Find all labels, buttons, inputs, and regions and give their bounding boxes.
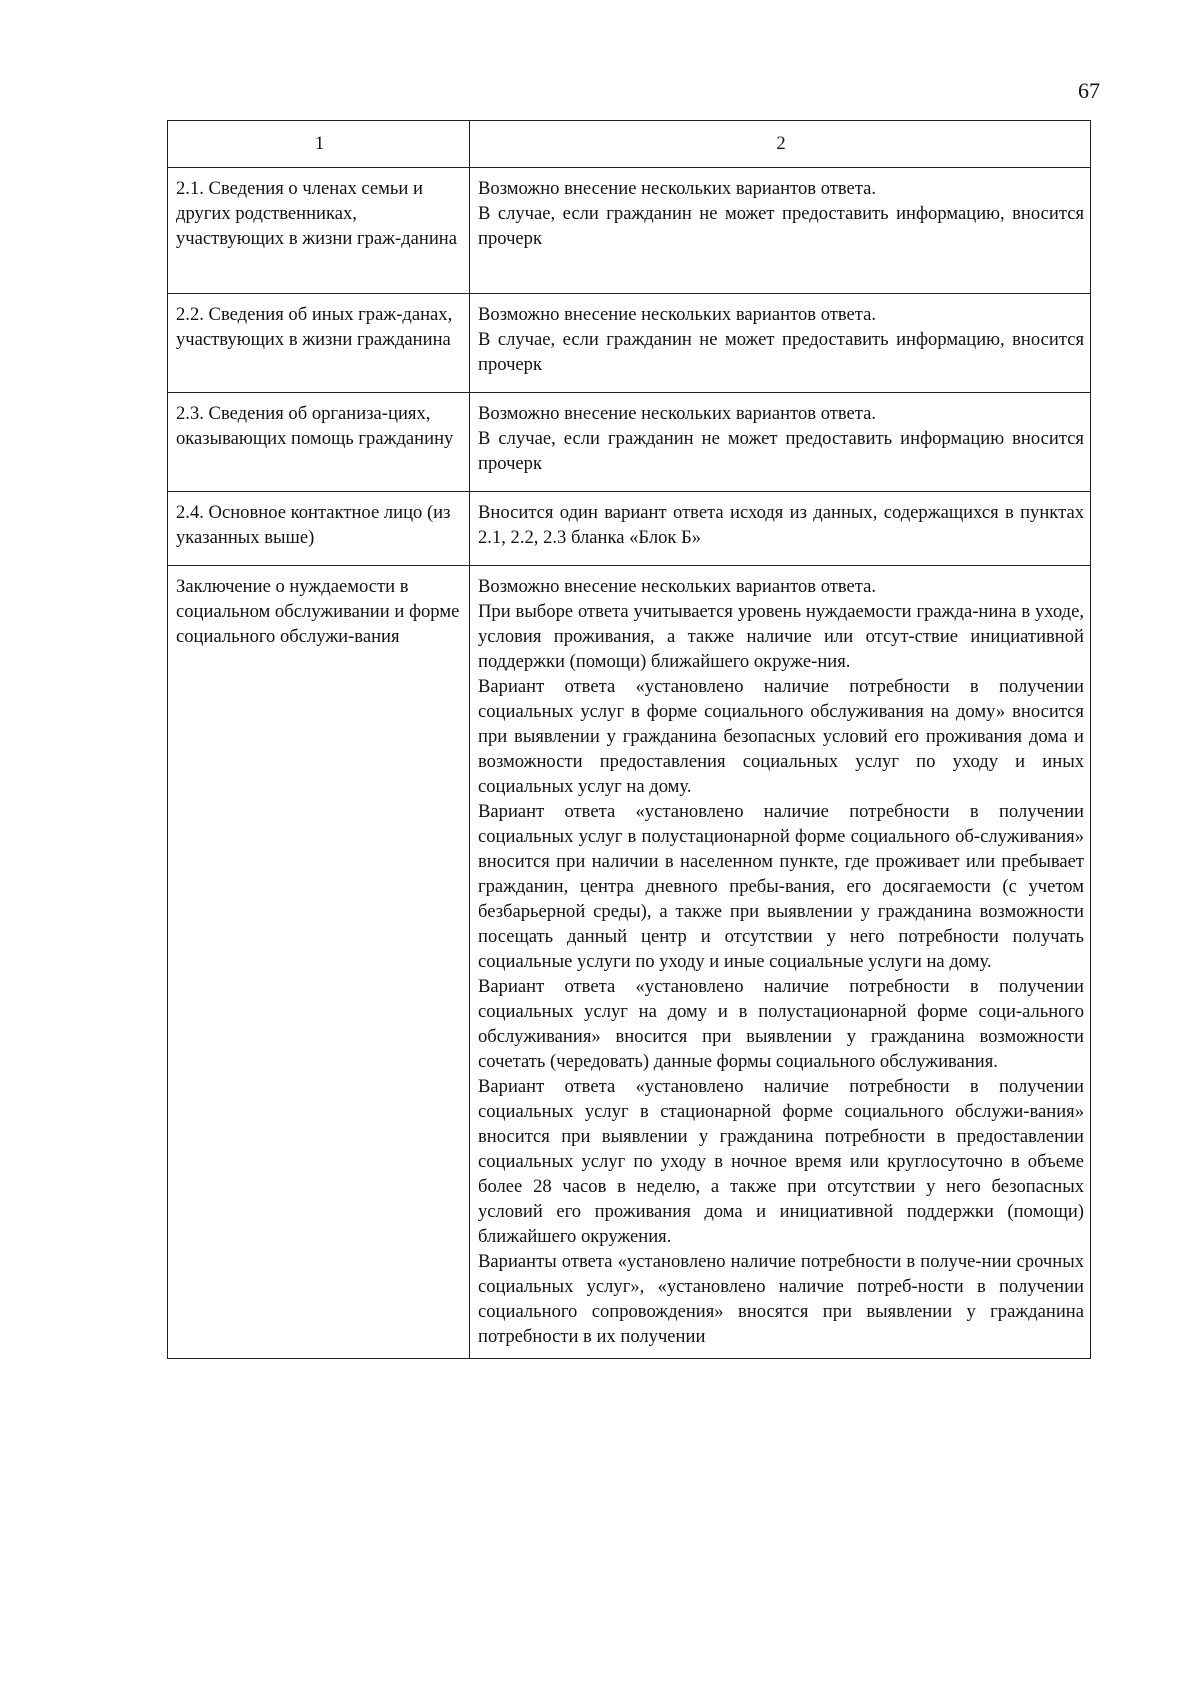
table-header-row: [168, 121, 1091, 168]
description-paragraph: Вариант ответа «установлено наличие потребности в получении социальных услуг в стационарной форме социального обслужи-вания» вносится при выявлении у гражданина потребности в предоставлении социальных услуг по уходу в ночное время или круглосуточно в объеме более 28 часов в неделю, а также при отсутствии у него безопасных условий его проживания дома и инициативной поддержки (помощи) ближайшего окружения.: [478, 1076, 1084, 1247]
description-paragraph: Возможно внесение нескольких вариантов ответа.: [478, 576, 877, 597]
row-description: [470, 168, 1091, 294]
row-label: 2.2. Сведения об иных граж-данах, участвующих в жизни гражданина: [168, 294, 470, 393]
description-paragraph: Вариант ответа «установлено наличие потребности в получении социальных услуг в полустационарной форме социального об-служивания» вносится при наличии в населенном пункте, где проживает или пребывает гражданин, центра дневного пребы-вания, его досягаемости (с учетом безбарьерной среды), а также при выявлении у гражданина возможности посещать данный центр и отсутствии у него потребности получать социальные услуги по уходу и иные социальные услуги на дому.: [478, 801, 1084, 972]
description-paragraph: Варианты ответа «установлено наличие потребности в получе-нии срочных социальных услуг», «установлено наличие потреб-ности в получении социального сопровождения» вносятся при выявлении у гражданина потребности в их получении: [478, 1251, 1084, 1347]
description-paragraph: В случае, если гражданин не может предоставить информацию вносится прочерк: [478, 428, 1084, 474]
table-row: [168, 168, 1091, 294]
requirements-table: [167, 120, 1091, 1359]
description-paragraph: В случае, если гражданин не может предоставить информацию, вносится прочерк: [478, 203, 1084, 249]
description-paragraph: Возможно внесение нескольких вариантов ответа.: [478, 304, 877, 325]
column-header-1: 1: [168, 121, 470, 168]
row-description: [470, 393, 1091, 492]
description-paragraph: Вносится один вариант ответа исходя из данных, содержащихся в пунктах 2.1, 2.2, 2.3 бланка «Блок Б»: [478, 502, 1084, 548]
description-paragraph: Возможно внесение нескольких вариантов ответа.: [478, 403, 877, 424]
description-paragraph: Вариант ответа «установлено наличие потребности в получении социальных услуг на дому и в полустационарной форме соци-ального обслуживания» вносится при выявлении у гражданина возможности сочетать (чередовать) данные формы социального обслуживания.: [478, 976, 1084, 1072]
description-paragraph: При выборе ответа учитывается уровень нуждаемости гражда-нина в уходе, условия проживания, а также наличие или отсут-ствие инициативной поддержки (помощи) ближайшего окруже-ния.: [478, 601, 1084, 672]
column-header-2: 2: [470, 121, 1091, 168]
table-row: [168, 492, 1091, 566]
table-row: [168, 294, 1091, 393]
table-row: [168, 393, 1091, 492]
row-label: 2.3. Сведения об организа-циях, оказывающих помощь гражданину: [168, 393, 470, 492]
description-paragraph: В случае, если гражданин не может предоставить информацию, вносится прочерк: [478, 329, 1084, 375]
row-description: [470, 294, 1091, 393]
row-description: [470, 492, 1091, 566]
row-description: [470, 566, 1091, 1359]
row-label: Заключение о нуждаемости в социальном обслуживании и форме социального обслужи-вания: [168, 566, 470, 1359]
row-label: 2.1. Сведения о членах семьи и других родственниках, участвующих в жизни граж-данина: [168, 168, 470, 294]
description-paragraph: Возможно внесение нескольких вариантов ответа.: [478, 178, 877, 199]
description-paragraph: Вариант ответа «установлено наличие потребности в получении социальных услуг в форме социального обслуживания на дому» вносится при выявлении у гражданина безопасных условий его проживания дома и возможности предоставления социальных услуг по уходу и иных социальных услуг на дому.: [478, 676, 1084, 797]
row-label: 2.4. Основное контактное лицо (из указанных выше): [168, 492, 470, 566]
table-row: [168, 566, 1091, 1359]
page-number: 67: [1078, 78, 1100, 103]
